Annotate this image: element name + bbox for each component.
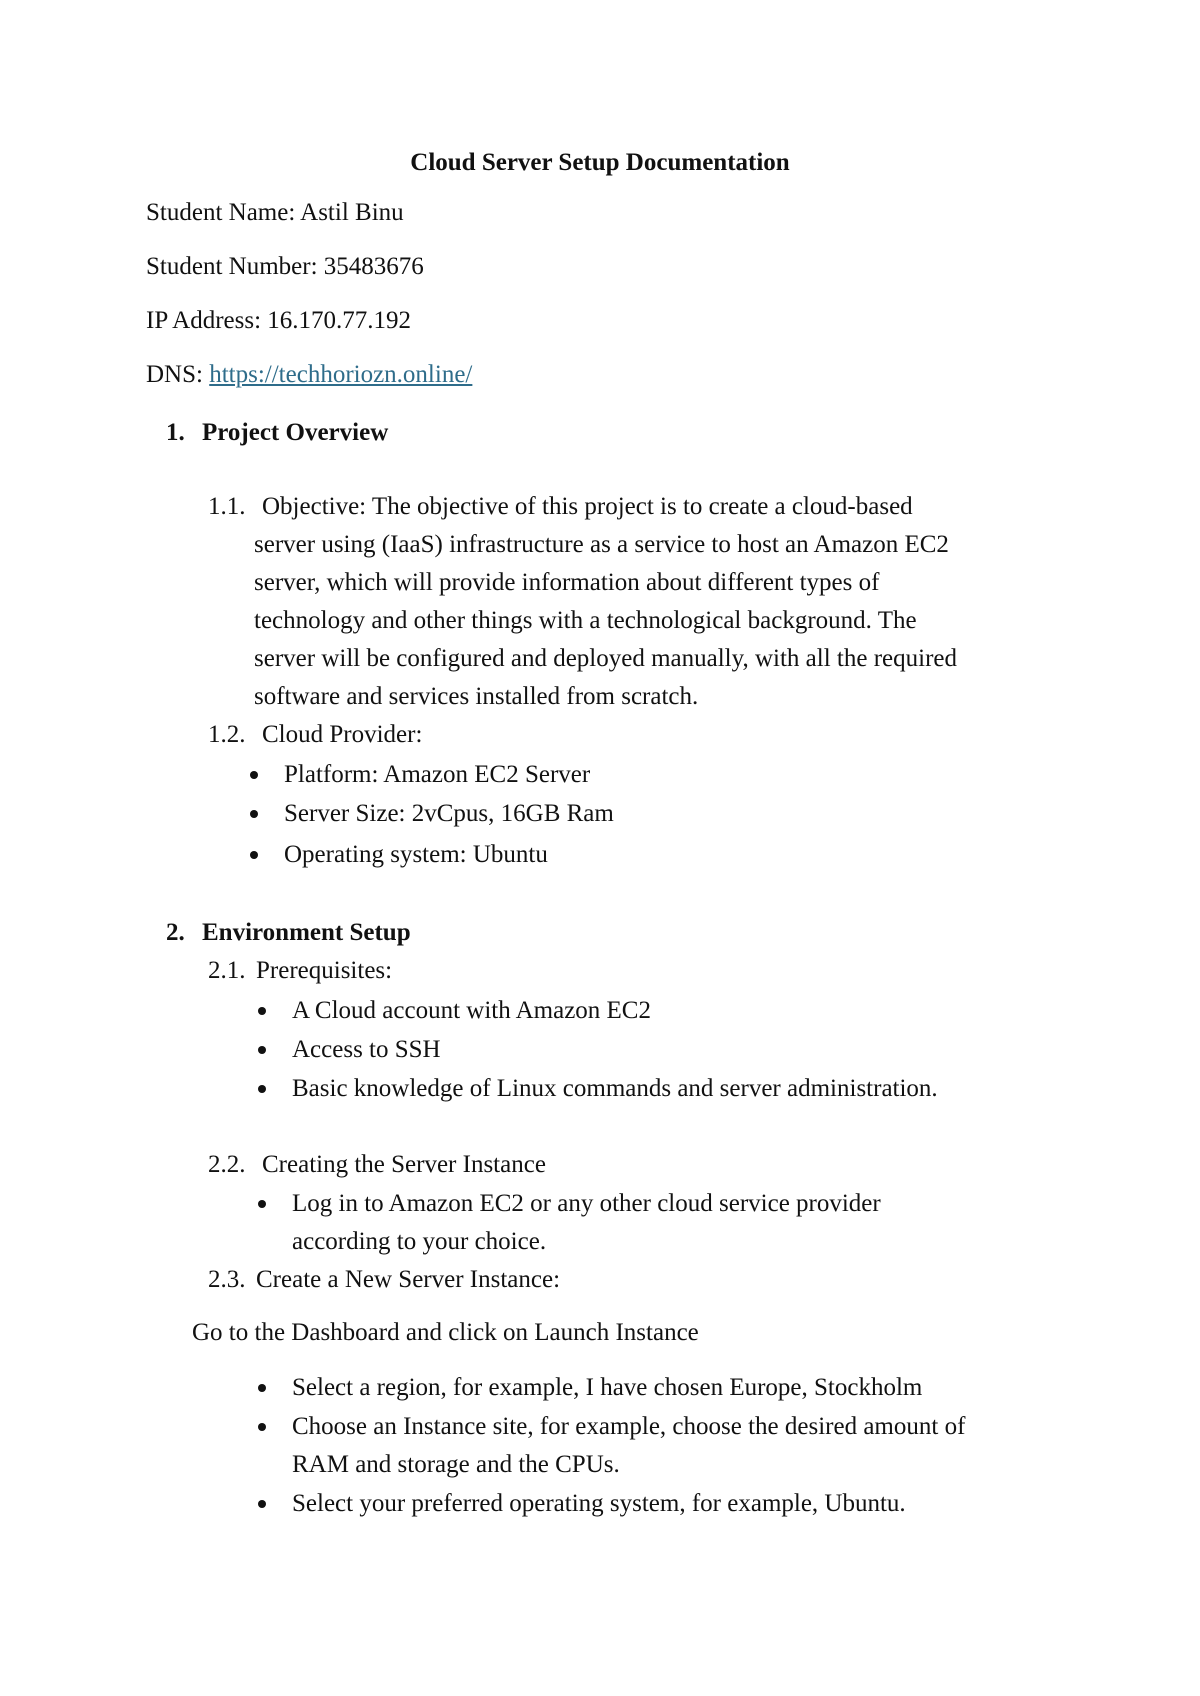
- section-1-heading: Project Overview: [202, 419, 389, 446]
- objective-line-3: server, which will provide information about different types of: [254, 569, 880, 596]
- bullet-icon: [250, 771, 258, 779]
- objective-line-6: software and services installed from scratch.: [254, 683, 699, 710]
- student-number: Student Number: 35483676: [146, 253, 424, 280]
- bullet-icon: [258, 1085, 266, 1093]
- cloud-provider-label: Cloud Provider:: [262, 721, 423, 748]
- create-new-instance-label: Create a New Server Instance:: [256, 1266, 561, 1293]
- prereq-linux: Basic knowledge of Linux commands and server administration.: [292, 1075, 938, 1102]
- section-1-number: 1.: [166, 419, 185, 446]
- step-select-os: Select your preferred operating system, for example, Ubuntu.: [292, 1490, 906, 1517]
- provider-server-size: Server Size: 2vCpus, 16GB Ram: [284, 800, 614, 827]
- objective-line-1: Objective: The objective of this project is to create a cloud-based: [262, 493, 913, 520]
- bullet-icon: [258, 1046, 266, 1054]
- bullet-icon: [258, 1384, 266, 1392]
- prerequisites-label: Prerequisites:: [256, 957, 393, 984]
- step-instance-size-line-2: RAM and storage and the CPUs.: [292, 1451, 620, 1478]
- subsection-2-1-number: 2.1.: [208, 957, 246, 984]
- objective-line-4: technology and other things with a technological background. The: [254, 607, 917, 634]
- dns-label: DNS:: [146, 361, 210, 388]
- login-line-1: Log in to Amazon EC2 or any other cloud service provider: [292, 1190, 881, 1217]
- creating-instance-label: Creating the Server Instance: [262, 1151, 546, 1178]
- dashboard-paragraph: Go to the Dashboard and click on Launch Instance: [192, 1319, 699, 1346]
- bullet-icon: [250, 851, 258, 859]
- dns-link[interactable]: https://techhoriozn.online/: [209, 361, 473, 388]
- bullet-icon: [258, 1007, 266, 1015]
- student-name: Student Name: Astil Binu: [146, 199, 404, 226]
- provider-platform: Platform: Amazon EC2 Server: [284, 761, 591, 788]
- prereq-cloud-account: A Cloud account with Amazon EC2: [292, 997, 651, 1024]
- bullet-icon: [250, 810, 258, 818]
- bullet-icon: [258, 1200, 266, 1208]
- dns-line: [146, 360, 472, 390]
- login-line-2: according to your choice.: [292, 1228, 547, 1255]
- objective-line-5: server will be configured and deployed manually, with all the required: [254, 645, 958, 672]
- subsection-1-1-number: 1.1.: [208, 493, 246, 520]
- section-2-number: 2.: [166, 919, 185, 946]
- subsection-1-2-number: 1.2.: [208, 721, 246, 748]
- prereq-ssh: Access to SSH: [292, 1036, 441, 1063]
- objective-line-2: server using (IaaS) infrastructure as a service to host an Amazon EC2: [254, 531, 949, 558]
- subsection-2-2-number: 2.2.: [208, 1151, 246, 1178]
- bullet-icon: [258, 1500, 266, 1508]
- ip-address: IP Address: 16.170.77.192: [146, 307, 412, 334]
- document-title: Cloud Server Setup Documentation: [410, 149, 790, 176]
- subsection-2-3-number: 2.3.: [208, 1266, 246, 1293]
- step-instance-size-line-1: Choose an Instance site, for example, choose the desired amount of: [292, 1413, 966, 1440]
- provider-os: Operating system: Ubuntu: [284, 841, 548, 868]
- step-select-region: Select a region, for example, I have chosen Europe, Stockholm: [292, 1374, 923, 1401]
- section-2-heading: Environment Setup: [202, 919, 411, 946]
- bullet-icon: [258, 1423, 266, 1431]
